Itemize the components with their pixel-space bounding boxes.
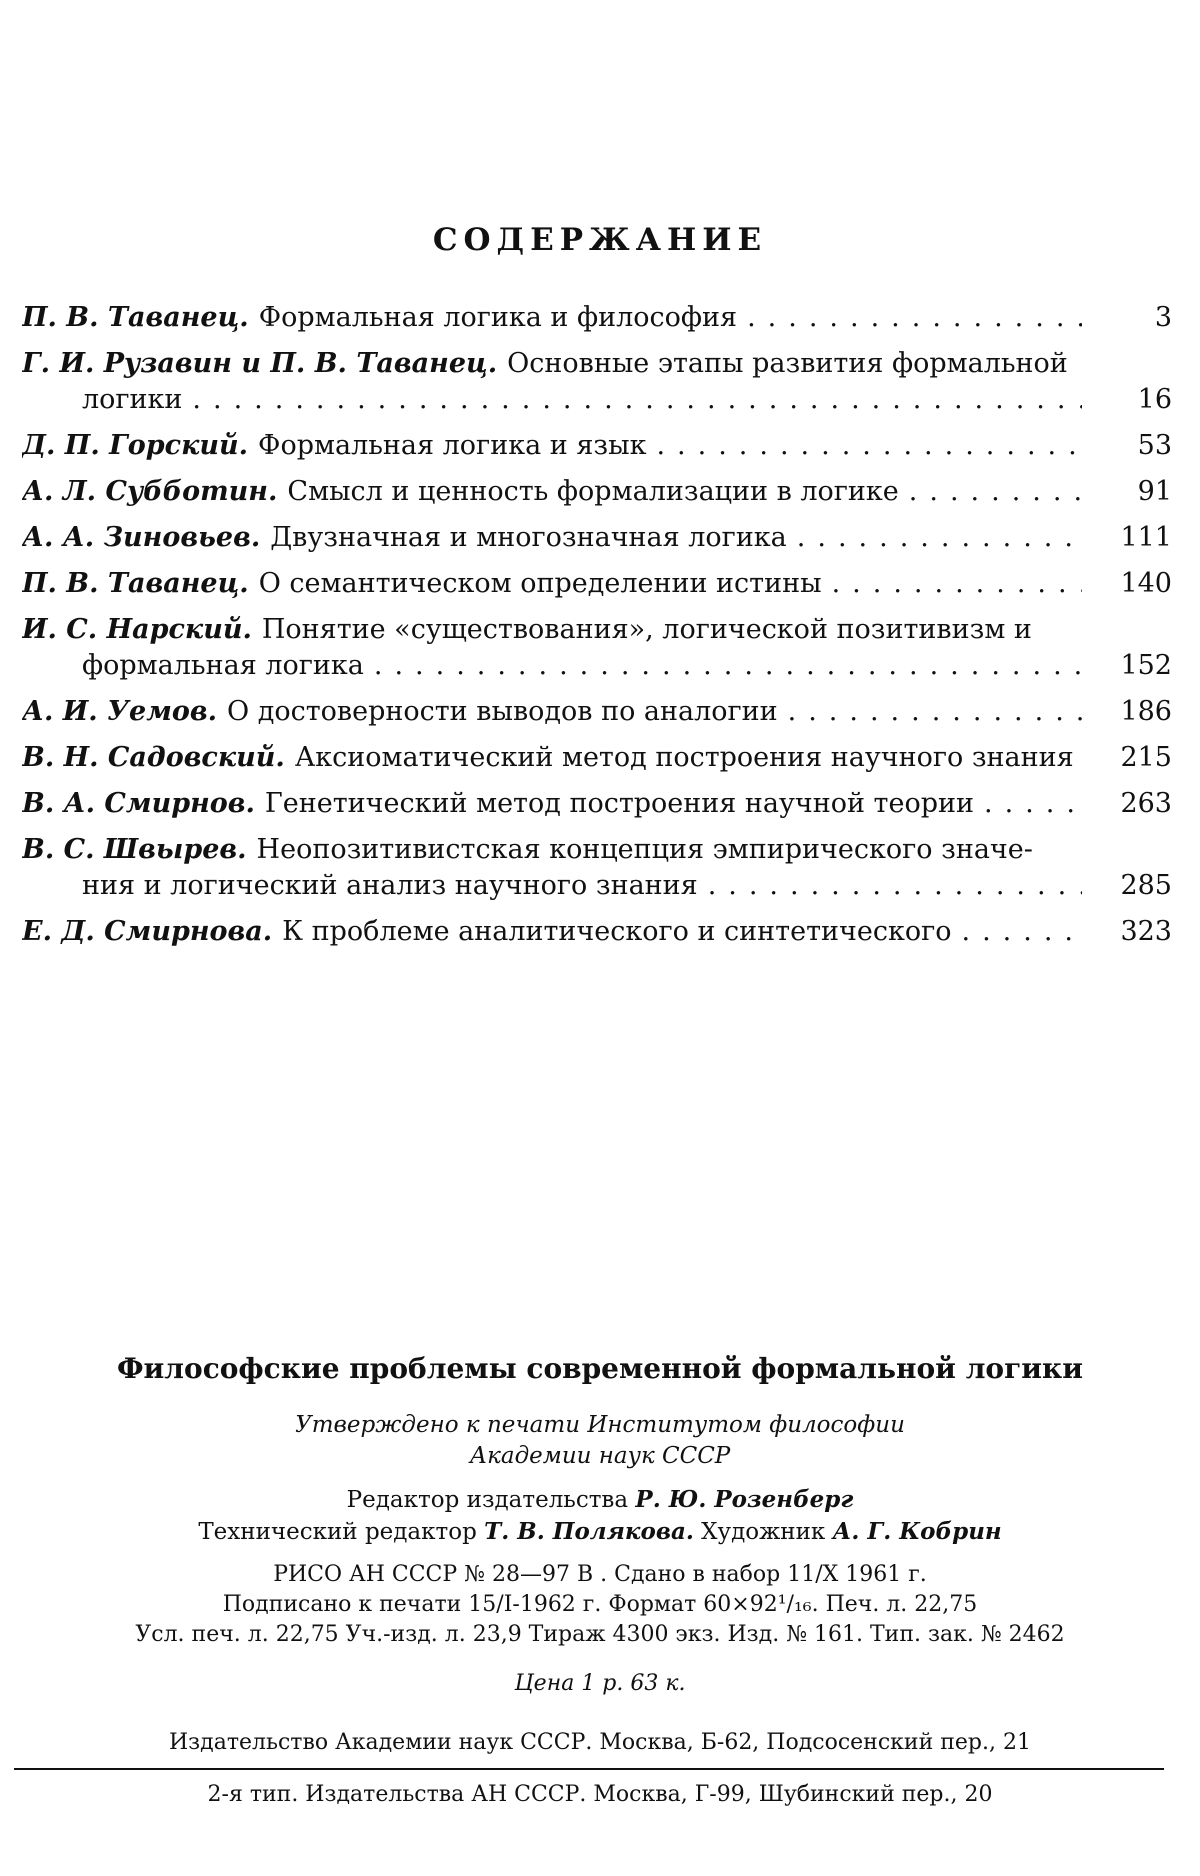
tech-credit xyxy=(40,1516,1160,1548)
toc-entry-author: И. С. Нарский. xyxy=(22,612,252,648)
toc-entry xyxy=(22,832,1172,904)
toc-entry-title: Понятие «существования», логической позитивизм и xyxy=(262,612,1032,648)
editor-name: Р. Ю. Розенберг xyxy=(635,1486,853,1513)
print-line-2: Подписано к печати 15/I-1962 г. Формат 60×92¹/₁₆. Печ. л. 22,75 xyxy=(40,1590,1160,1620)
publisher: Издательство Академии наук СССР. Москва, Б-62, Подсосенский пер., 21 xyxy=(40,1730,1160,1755)
price: Цена 1 р. 63 к. xyxy=(40,1671,1160,1696)
approval-line-2: Академии наук СССР xyxy=(40,1441,1160,1472)
tech-editor-name: Т. В. Полякова. xyxy=(484,1518,694,1545)
toc-entry-title: Формальная логика и язык xyxy=(258,428,646,464)
toc-entry-page: 285 xyxy=(1120,868,1172,904)
toc-entry xyxy=(22,520,1172,556)
toc-entry-title: Генетический метод построения научной теории xyxy=(265,786,974,822)
print-data xyxy=(40,1560,1160,1650)
toc-entry-title: Смысл и ценность формализации в логике xyxy=(287,474,898,510)
toc-entry-page: 111 xyxy=(1120,520,1172,556)
toc-entry-author: Г. И. Рузавин и П. В. Таванец. xyxy=(22,346,497,382)
toc-heading: СОДЕРЖАНИЕ xyxy=(0,222,1200,258)
toc-entry-author: Е. Д. Смирнова. xyxy=(22,914,272,950)
leader-dots: ...... xyxy=(962,914,1083,950)
leader-dots: .................... xyxy=(656,428,1082,464)
toc-entry-author: А. А. Зиновьев. xyxy=(22,520,260,556)
book-title: Философские проблемы современной формальной логики xyxy=(40,1352,1160,1385)
toc-entry-page: 16 xyxy=(1138,382,1172,418)
approval-line-1: Утверждено к печати Институтом философии xyxy=(40,1410,1160,1441)
toc-entry-title: Двузначная и многозначная логика xyxy=(270,520,787,556)
toc-entry-title-cont: логики xyxy=(82,382,182,418)
artist-name: А. Г. Кобрин xyxy=(833,1518,1002,1545)
leader-dots: ............. xyxy=(797,520,1082,556)
toc-entry-title-cont: ния и логический анализ научного знания xyxy=(82,868,698,904)
toc-entry xyxy=(22,786,1172,822)
leader-dots: ........ xyxy=(909,474,1082,510)
toc-entry-author: А. Л. Субботин. xyxy=(22,474,277,510)
divider-rule xyxy=(14,1768,1164,1770)
leader-dots: ................ xyxy=(747,300,1082,336)
leader-dots: .................. xyxy=(708,868,1082,904)
toc-entry-author: А. И. Уемов. xyxy=(22,694,217,730)
print-line-3: Усл. печ. л. 22,75 Уч.-изд. л. 23,9 Тираж 4300 экз. Изд. № 161. Тип. зак. № 2462 xyxy=(40,1620,1160,1650)
editor-role: Редактор издательства xyxy=(347,1487,628,1513)
toc-entry-title: Формальная логика и философия xyxy=(259,300,737,336)
print-line-1: РИСО АН СССР № 28—97 В . Сдано в набор 11/X 1961 г. xyxy=(40,1560,1160,1590)
table-of-contents xyxy=(22,300,1172,960)
toc-entry xyxy=(22,300,1172,336)
toc-entry-page: 152 xyxy=(1120,648,1172,684)
toc-entry xyxy=(22,566,1172,602)
toc-entry xyxy=(22,612,1172,684)
toc-entry-author: В. А. Смирнов. xyxy=(22,786,255,822)
toc-entry-title-cont: формальная логика xyxy=(82,648,364,684)
book-page xyxy=(0,0,1200,1876)
leader-dots: ........................................... xyxy=(192,382,1082,418)
leader-dots: .................................. xyxy=(374,648,1082,684)
toc-entry xyxy=(22,346,1172,418)
toc-entry xyxy=(22,914,1172,950)
toc-entry-page: 91 xyxy=(1138,474,1172,510)
toc-entry-page: 3 xyxy=(1155,300,1172,336)
toc-entry-page: 263 xyxy=(1120,786,1172,822)
artist-role: Художник xyxy=(701,1519,825,1545)
toc-entry-author: Д. П. Горский. xyxy=(22,428,248,464)
approval-note xyxy=(40,1410,1160,1472)
toc-entry-page: 53 xyxy=(1138,428,1172,464)
toc-entry-page: 186 xyxy=(1120,694,1172,730)
toc-entry-title: Неопозитивистская концепция эмпирического значе- xyxy=(257,832,1033,868)
toc-entry-title: К проблеме аналитического и синтетического xyxy=(282,914,951,950)
toc-entry-page: 215 xyxy=(1120,740,1172,776)
toc-entry-title: Основные этапы развития формальной xyxy=(507,346,1068,382)
credits xyxy=(40,1484,1160,1548)
toc-entry-page: 323 xyxy=(1120,914,1172,950)
toc-entry-author: П. В. Таванец. xyxy=(22,566,249,602)
printer: 2-я тип. Издательства АН СССР. Москва, Г-99, Шубинский пер., 20 xyxy=(40,1782,1160,1807)
leader-dots: .............. xyxy=(788,694,1082,730)
toc-entry xyxy=(22,428,1172,464)
toc-entry xyxy=(22,694,1172,730)
toc-entry-author: В. С. Швырев. xyxy=(22,832,247,868)
toc-entry-title: Аксиоматический метод построения научного знания xyxy=(295,740,1074,776)
toc-entry-title: О семантическом определении истины xyxy=(259,566,822,602)
tech-editor-role: Технический редактор xyxy=(198,1519,477,1545)
toc-entry-author: В. Н. Садовский. xyxy=(22,740,285,776)
toc-entry xyxy=(22,740,1172,776)
editor-credit xyxy=(40,1484,1160,1516)
toc-entry-page: 140 xyxy=(1120,566,1172,602)
toc-entry-author: П. В. Таванец. xyxy=(22,300,249,336)
leader-dots: ............ xyxy=(832,566,1082,602)
leader-dots: .... xyxy=(984,786,1082,822)
toc-entry-title: О достоверности выводов по аналогии xyxy=(227,694,778,730)
toc-entry xyxy=(22,474,1172,510)
